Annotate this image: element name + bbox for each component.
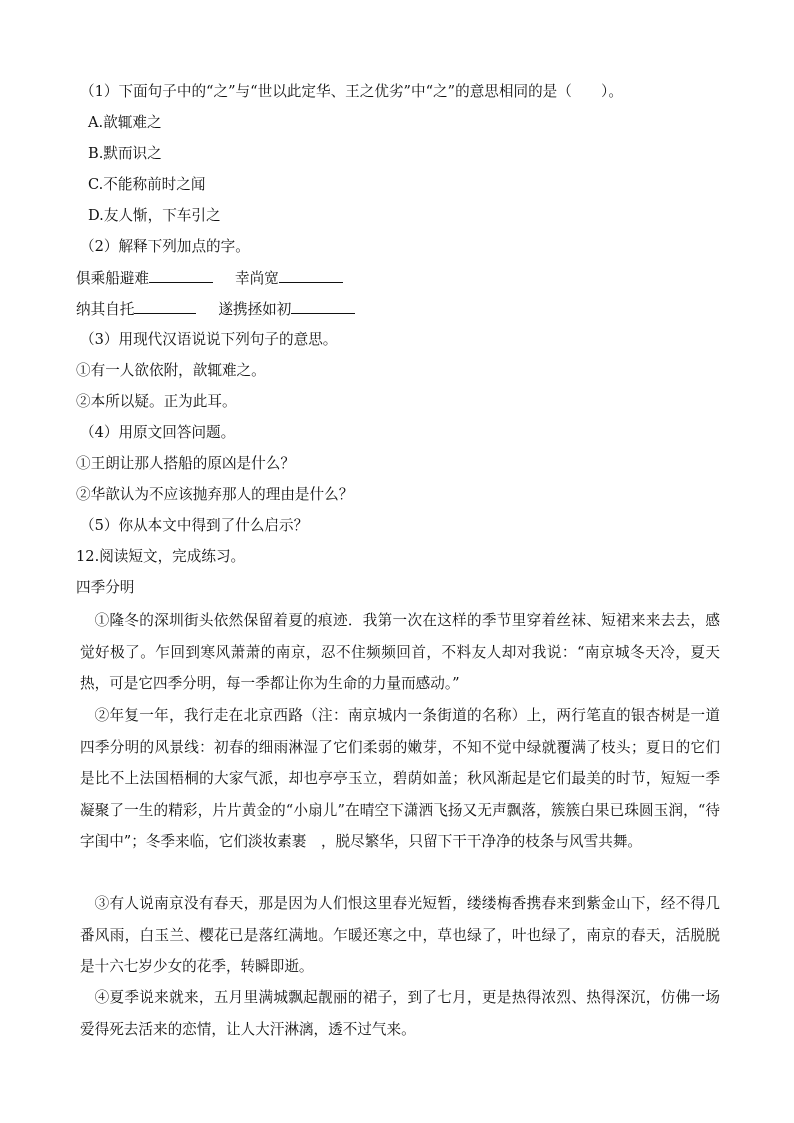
question-1-option-c: C.不能称前时之闻 <box>88 176 206 193</box>
answer-blank[interactable] <box>291 299 355 314</box>
answer-blank[interactable] <box>134 299 196 314</box>
passage-paragraph-2: ②年复一年，我行走在北京西路（注：南京城内一条街道的名称）上，两行笔直的银杏树是一道四季分明的风景线：初春的细雨淋湿了它们柔弱的嫩芽，不知不觉中绿就覆满了枝头；夏日的它们是比不上法国梧桐的大家气派，却也亭亭玉立，碧荫如盖；秋风渐起是它们最美的时节，短短一季凝聚了一生的精彩，片片黄金的“小扇儿”在晴空下潇洒飞扬又无声飘落，簇簇白果已珠圆玉润，“待字闺中”；冬季来临，它们淡妆素裹 ，脱尽繁华，只留下干干净净的枝条与风雪共舞。 <box>80 707 720 851</box>
answer-blank[interactable] <box>279 268 343 283</box>
question-1-option-d: D.友人惭，下车引之 <box>88 207 221 224</box>
question-1-option-a: A.歆辄难之 <box>88 114 162 131</box>
question-2-item: 遂携拯如初 <box>218 301 292 318</box>
question-2-stem: （2）解释下列加点的字。 <box>80 238 250 255</box>
question-2-item: 纳其自托 <box>76 301 135 318</box>
question-2-item: 俱乘船避难 <box>76 270 149 287</box>
passage-title: 四季分明 <box>76 579 135 596</box>
section-12-heading: 12.阅读短文，完成练习。 <box>76 548 246 565</box>
question-1-option-b: B.默而识之 <box>88 145 162 162</box>
question-5-stem: （5）你从本文中得到了什么启示？ <box>80 517 309 534</box>
question-4-stem: （4）用原文回答问题。 <box>80 424 236 441</box>
answer-blank[interactable] <box>149 268 213 283</box>
passage-paragraph-1: ①隆冬的深圳街头依然保留着夏的痕迹．我第一次在这样的季节里穿着丝袜、短裙来来去去，感觉好极了。乍回到寒风萧萧的南京，忍不住频频回首，不料友人却对我说：“南京城冬天冷，夏天热，可是它四季分明，每一季都让你为生命的力量而感动。” <box>80 612 720 693</box>
question-3-item-2: ②本所以疑。正为此耳。 <box>76 393 237 410</box>
question-2-row-2 <box>76 299 716 320</box>
question-1-stem: （1）下面句子中的“之”与“世以此定华、王之优劣”中“之”的意思相同的是（ ）。 <box>80 83 623 100</box>
question-4-item-1: ①王朗让那人搭船的原凶是什么？ <box>76 455 295 472</box>
question-3-item-1: ①有一人欲依附，歆辄难之。 <box>76 362 266 379</box>
question-2-item: 幸尚宽 <box>234 270 279 287</box>
passage-paragraph-4: ④夏季说来就来，五月里满城飘起靓丽的裙子，到了七月，更是热得浓烈、热得深沉，仿佛一场爱得死去活来的恋情，让人大汗淋漓，透不过气来。 <box>80 989 720 1038</box>
question-3-stem: （3）用现代汉语说说下列句子的意思。 <box>80 331 338 348</box>
passage-paragraph-3: ③有人说南京没有春天，那是因为人们恨这里春光短暂，缕缕梅香携春来到紫金山下，经不得几番风雨，白玉兰、樱花已是落红满地。乍暖还寒之中，草也绿了，叶也绿了，南京的春天，活脱脱是十六七岁少女的花季，转瞬即逝。 <box>80 895 720 976</box>
question-2-row-1 <box>76 268 716 289</box>
question-4-item-2: ②华歆认为不应该抛弃那人的理由是什么？ <box>76 486 354 503</box>
